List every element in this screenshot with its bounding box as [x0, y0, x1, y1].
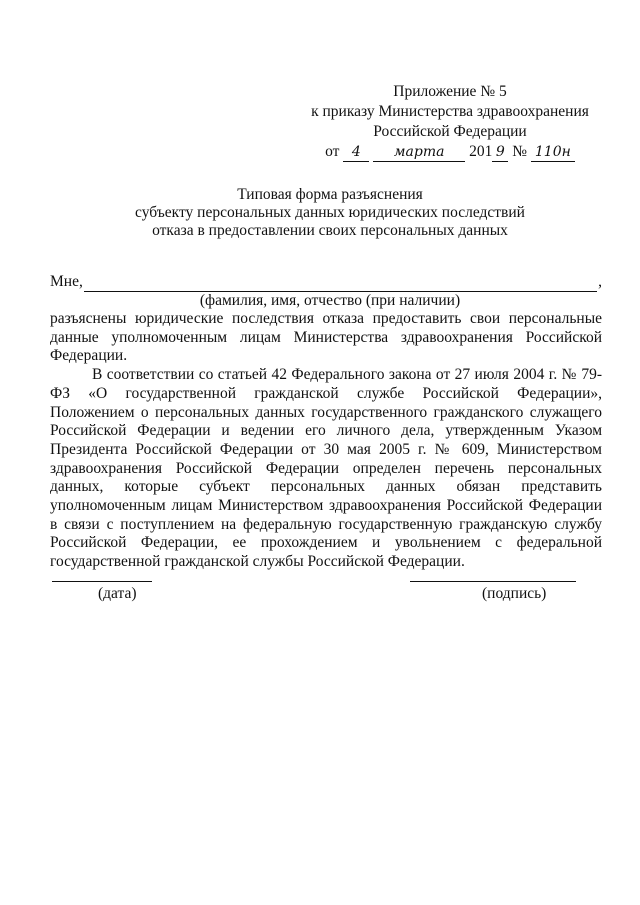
title-line-1: Типовая форма разъяснения — [237, 186, 423, 203]
mne-label: Мне, — [50, 273, 83, 290]
handwritten-order-number: 110н — [531, 144, 575, 162]
handwritten-year-digit: 9 — [492, 144, 508, 162]
title-line-2: субъекту персональных данных юридических последствий — [135, 204, 525, 221]
number-prefix: № — [512, 143, 527, 160]
paragraph-explanation: разъяснены юридические последствия отказа предоставить свои персональные данные уполномоченным лицам Министерства здравоохранения Российской Федерации. — [50, 310, 602, 365]
appendix-country: Российской Федерации — [373, 123, 527, 140]
handwritten-day: 4 — [343, 144, 369, 162]
signature-field[interactable] — [410, 581, 576, 582]
paragraph-legal-basis: В соответствии со статьей 42 Федерального закона от 27 июля 2004 г. № 79-ФЗ «О государственной гражданской службе Российской Федерации», Положением о персональных данных государственного гражданского служащего Российской Федерации и ведении его личного дела, утвержденным Указом Президента Российской Федерации от 30 мая 2005 г. № 609, Министерством здравоохранения Российской Федерации определен перечень персональных данных, которые субъект персональных данных обязан представить уполномоченным лицам Министерством здравоохранения Российской Федерации в связи с поступлением на федеральную государственную гражданскую службу Российской Федерации, ее прохождением и увольнением с федеральной государственной гражданской службы Российской Федерации. — [50, 366, 602, 571]
fio-caption: (фамилия, имя, отчество (при наличии) — [199, 292, 461, 309]
appendix-date-line — [300, 142, 600, 162]
appendix-order-ref: к приказу Министерства здравоохранения — [311, 103, 589, 120]
signature-caption: (подпись) — [482, 585, 547, 602]
form-body — [50, 310, 602, 572]
recipient-name-row — [50, 272, 602, 292]
mne-trailing-comma: , — [598, 273, 602, 290]
date-prefix: от — [325, 143, 340, 160]
recipient-name-field[interactable] — [84, 275, 597, 292]
appendix-header — [300, 82, 600, 162]
date-caption: (дата) — [98, 585, 137, 602]
handwritten-month: марта — [373, 144, 465, 162]
title-line-3: отказа в предоставлении своих персональных данных — [152, 222, 508, 239]
appendix-number: Приложение № 5 — [393, 83, 507, 100]
form-title — [60, 186, 600, 240]
date-field[interactable] — [52, 581, 152, 582]
year-prefix: 201 — [469, 143, 493, 160]
